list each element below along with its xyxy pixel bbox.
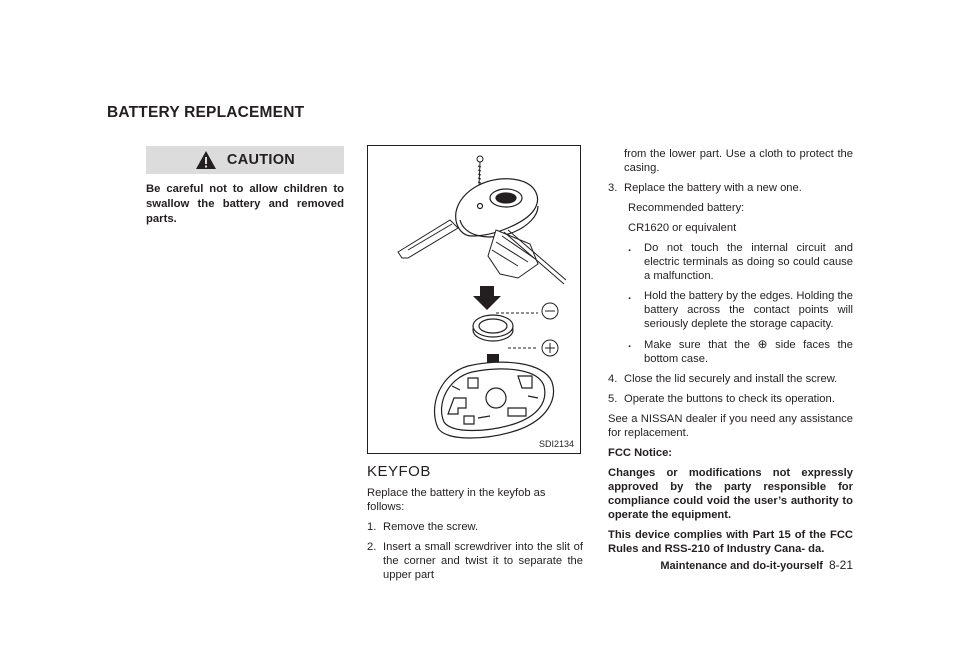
- keyfob-battery-illustration: [367, 145, 581, 454]
- step-text: Remove the screw.: [383, 521, 479, 533]
- bullet-marker: .: [628, 242, 632, 254]
- bullet-text: Do not touch the internal circuit and electric terminals as doing so could cause a malfunction.: [644, 242, 853, 282]
- page-number: 8-21: [828, 558, 853, 572]
- bullet-item: [608, 241, 853, 283]
- step-5: [608, 392, 853, 406]
- bullet-text-pre: Make sure that the: [644, 339, 750, 351]
- step-number: 5.: [608, 393, 618, 405]
- step-text: Operate the buttons to check its operation.: [624, 393, 835, 405]
- step-number: 4.: [608, 373, 618, 385]
- keyfob-diagram: [368, 146, 580, 453]
- down-arrow-icon: [473, 286, 501, 310]
- keyfob-instructions: [367, 486, 583, 582]
- step-1: [367, 520, 583, 534]
- step-number: 3.: [608, 182, 618, 194]
- figure-code: SDI2134: [538, 439, 574, 449]
- section-title: BATTERY REPLACEMENT: [107, 104, 305, 121]
- step-2: [367, 540, 583, 582]
- battery-model: CR1620 or equivalent: [628, 222, 737, 234]
- bullet-item: [608, 337, 853, 366]
- step-text: Replace the battery with a new one.: [624, 182, 802, 194]
- step-number: 2.: [367, 541, 377, 553]
- caution-text: Be careful not to allow children to swallow the battery and removed parts.: [146, 183, 344, 225]
- step-text: Insert a small screwdriver into the slit of the corner and twist it to separate the upper part: [383, 541, 583, 581]
- fcc-notice-title: FCC Notice:: [608, 447, 673, 459]
- keyfob-head: [456, 179, 538, 237]
- bullet-marker: .: [628, 338, 632, 350]
- minus-icon: [542, 303, 558, 319]
- fcc-compliance-text: This device complies with Part 15 of the FCC Rules and RSS-210 of Industry Cana- da.: [608, 529, 853, 555]
- step-4: [608, 372, 853, 386]
- keyfob-intro: Replace the battery in the keyfob as follows:: [367, 487, 546, 513]
- key-blade: [398, 220, 458, 258]
- warning-icon: [195, 150, 217, 170]
- footer-chapter-title: Maintenance and do-it-yourself: [660, 560, 823, 572]
- plus-side-symbol: ⊕: [757, 337, 768, 351]
- right-column: [608, 147, 853, 556]
- battery-cr1620: [473, 315, 513, 341]
- step-2-continued: from the lower part. Use a cloth to protect the casing.: [624, 148, 853, 174]
- plus-icon: [542, 340, 558, 356]
- bullet-marker: .: [628, 290, 632, 302]
- bullet-text: Hold the battery by the edges. Holding the battery across the contact points will seriously deplete the storage capacity.: [644, 290, 853, 330]
- screw-icon: [477, 156, 483, 186]
- fcc-notice-text: Changes or modifications not expressly approved by the party responsible for compliance could void the user’s authority to operate the equipment.: [608, 467, 853, 521]
- step-number: 1.: [367, 521, 377, 533]
- dealer-note: See a NISSAN dealer if you need any assistance for replacement.: [608, 413, 853, 439]
- bullet-text-post: side faces the bottom case.: [644, 339, 853, 365]
- page-footer: [660, 558, 853, 572]
- bullet-item: [608, 289, 853, 331]
- cloth-and-screwdriver: [488, 230, 566, 284]
- caution-title: CAUTION: [226, 152, 296, 168]
- keyfob-heading: KEYFOB: [367, 463, 431, 480]
- step-text: Close the lid securely and install the screw.: [624, 373, 838, 385]
- caution-banner: [146, 146, 344, 174]
- recommended-battery-label: Recommended battery:: [628, 202, 745, 214]
- bullet-text: [644, 337, 853, 366]
- step-3: [608, 181, 853, 195]
- keyfob-bottom-case: [435, 362, 554, 438]
